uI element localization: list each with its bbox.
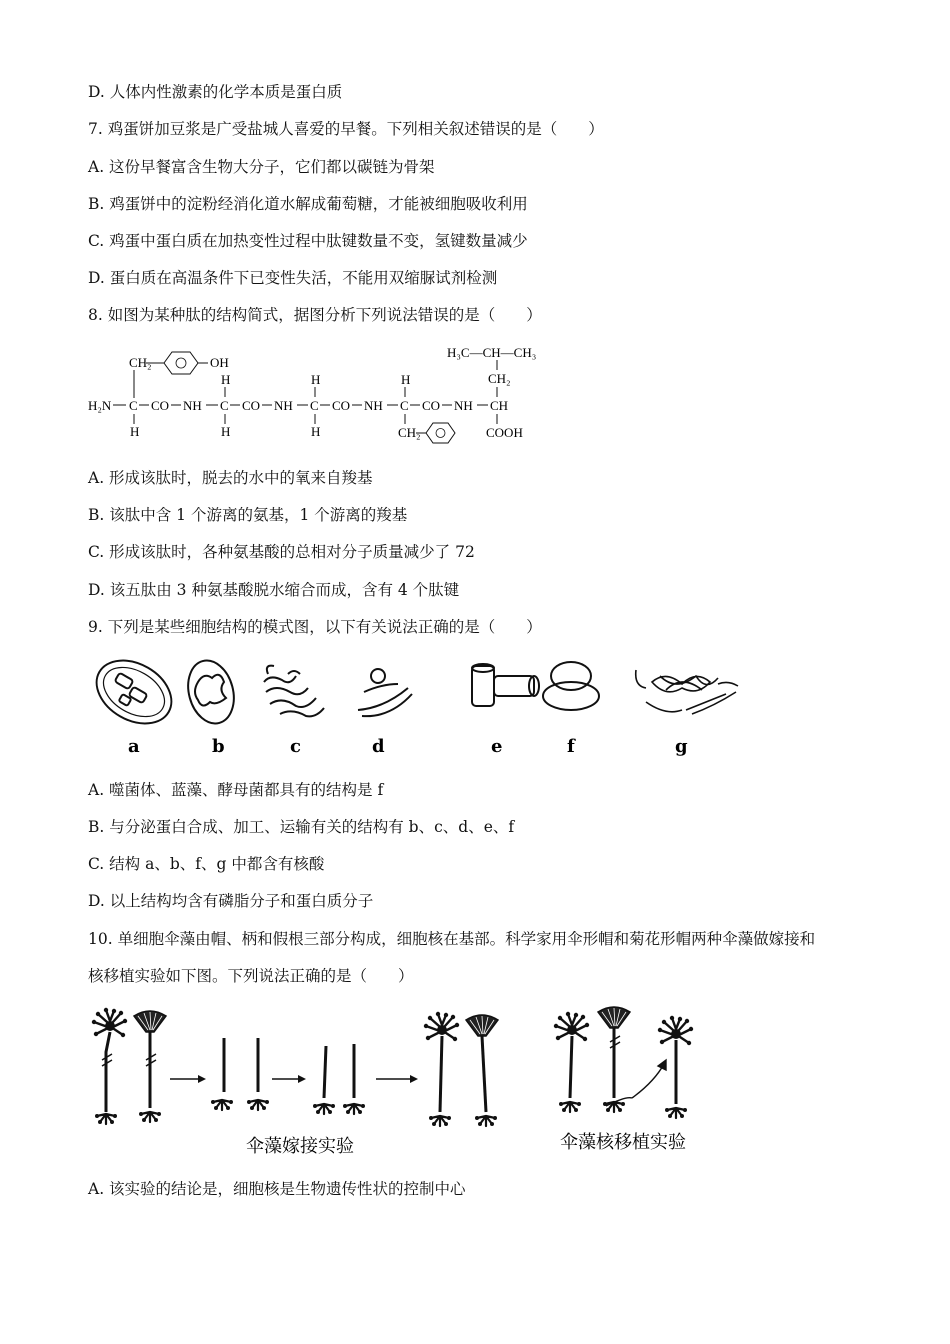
q7-option-b: B. 鸡蛋饼中的淀粉经消化道水解成葡萄糖，才能被细胞吸收利用 [88, 195, 528, 213]
q7-stem: 7. 鸡蛋饼加豆浆是广受盐城人喜爱的早餐。下列相关叙述错误的是（ ） [88, 120, 604, 138]
arrow-icon [170, 1075, 206, 1083]
acetabularia-experiment-figure [86, 1002, 706, 1158]
q7-option-c: C. 鸡蛋中蛋白质在加热变性过程中肽键数量不变，氢键数量减少 [88, 232, 528, 250]
carboxyl-terminus: COOH [486, 425, 523, 440]
amino-terminus: H₂N [88, 398, 112, 413]
q9-option-d: D. 以上结构均含有磷脂分子和蛋白质分子 [88, 892, 374, 910]
q7-option-a: A. 这份早餐富含生物大分子，它们都以碳链为骨架 [88, 158, 435, 176]
h2-above: H [221, 372, 231, 387]
algae-grafted-stage3 [313, 1044, 365, 1114]
cell-structures-figure [86, 652, 756, 762]
h3-above: H [311, 372, 321, 387]
nh1: NH [183, 398, 202, 413]
isobutyl-group: H₃C—CH—CH₃ [447, 345, 537, 360]
arrow-icon [272, 1075, 306, 1083]
label-d: d [372, 736, 385, 757]
q10-stem-line2: 核移植实验如下图。下列说法正确的是（ ） [88, 967, 414, 985]
q6-option-d: D. 人体内性激素的化学本质是蛋白质 [88, 83, 343, 101]
label-c: c [290, 736, 301, 757]
nh3: NH [364, 398, 383, 413]
label-e: e [491, 736, 503, 757]
co2: CO [242, 398, 261, 413]
benzene-ring-icon [164, 352, 198, 374]
algae-result-stage4 [424, 1012, 498, 1126]
label-a: a [128, 736, 140, 757]
h2-below: H [221, 424, 231, 439]
co3: CO [332, 398, 351, 413]
label-f: f [567, 736, 575, 757]
label-b: b [212, 736, 225, 757]
benzene-ring-icon [426, 423, 455, 443]
r4-ch2: CH₂ [398, 425, 421, 440]
q10-option-a: A. 该实验的结论是，细胞核是生物遗传性状的控制中心 [88, 1180, 466, 1198]
golgi-apparatus-icon [264, 666, 324, 717]
q9-option-a: A. 噬菌体、蓝藻、酵母菌都具有的结构是 f [88, 781, 384, 799]
nucleus-icon [181, 655, 240, 728]
label-g: g [675, 736, 688, 757]
r5-ch2: CH₂ [488, 371, 511, 386]
co1: CO [151, 398, 170, 413]
oh-group: OH [210, 355, 229, 370]
nh4: NH [454, 398, 473, 413]
c2: C [220, 398, 229, 413]
chromatin-icon [636, 670, 738, 714]
h4-above: H [401, 372, 411, 387]
q8-option-b: B. 该肽中含 1 个游离的氨基，1 个游离的羧基 [88, 506, 408, 524]
c4: C [400, 398, 409, 413]
algae-transplant-umbrella [598, 1007, 630, 1112]
q9-option-c: C. 结构 a、b、f、g 中都含有核酸 [88, 855, 325, 873]
c3: C [310, 398, 319, 413]
centriole-icon [472, 664, 539, 706]
q9-stem: 9. 下列是某些细胞结构的模式图，以下有关说法正确的是（ ） [88, 618, 542, 636]
h3-below: H [311, 424, 321, 439]
nh2: NH [274, 398, 293, 413]
q7-option-d: D. 蛋白质在高温条件下已变性失活，不能用双缩脲试剂检测 [88, 269, 498, 287]
r1-ch2: CH₂ [129, 355, 152, 370]
algae-transplant-flower [554, 1012, 589, 1112]
ribosome-icon [543, 662, 599, 710]
c1: C [129, 398, 138, 413]
h1-below: H [130, 424, 140, 439]
q8-option-a: A. 形成该肽时，脱去的水中的氧来自羧基 [88, 469, 373, 487]
q8-option-d: D. 该五肽由 3 种氨基酸脱水缩合而成，含有 4 个肽键 [88, 581, 460, 599]
endoplasmic-reticulum-icon [358, 669, 412, 716]
algae-grafted-stage2 [211, 1038, 269, 1110]
transplant-caption: 伞藻核移植实验 [560, 1132, 686, 1153]
peptide-structure-figure [86, 340, 556, 452]
q9-option-b: B. 与分泌蛋白合成、加工、运输有关的结构有 b、c、d、e、f [88, 818, 515, 836]
q10-stem-line1: 10. 单细胞伞藻由帽、柄和假根三部分构成，细胞核在基部。科学家用伞形帽和菊花形帽两种伞藻做嫁接和 [88, 930, 816, 948]
arrow-icon [376, 1075, 418, 1083]
co4: CO [422, 398, 441, 413]
graft-caption: 伞藻嫁接实验 [246, 1136, 354, 1157]
algae-umbrella-cap-stage1 [134, 1011, 166, 1122]
chloroplast-icon [86, 652, 183, 736]
ch5: CH [490, 398, 509, 413]
algae-flower-cap-stage1 [92, 1008, 127, 1124]
q8-stem: 8. 如图为某种肽的结构简式，据图分析下列说法错误的是（ ） [88, 306, 542, 324]
q8-option-c: C. 形成该肽时，各种氨基酸的总相对分子质量减少了 72 [88, 543, 475, 561]
